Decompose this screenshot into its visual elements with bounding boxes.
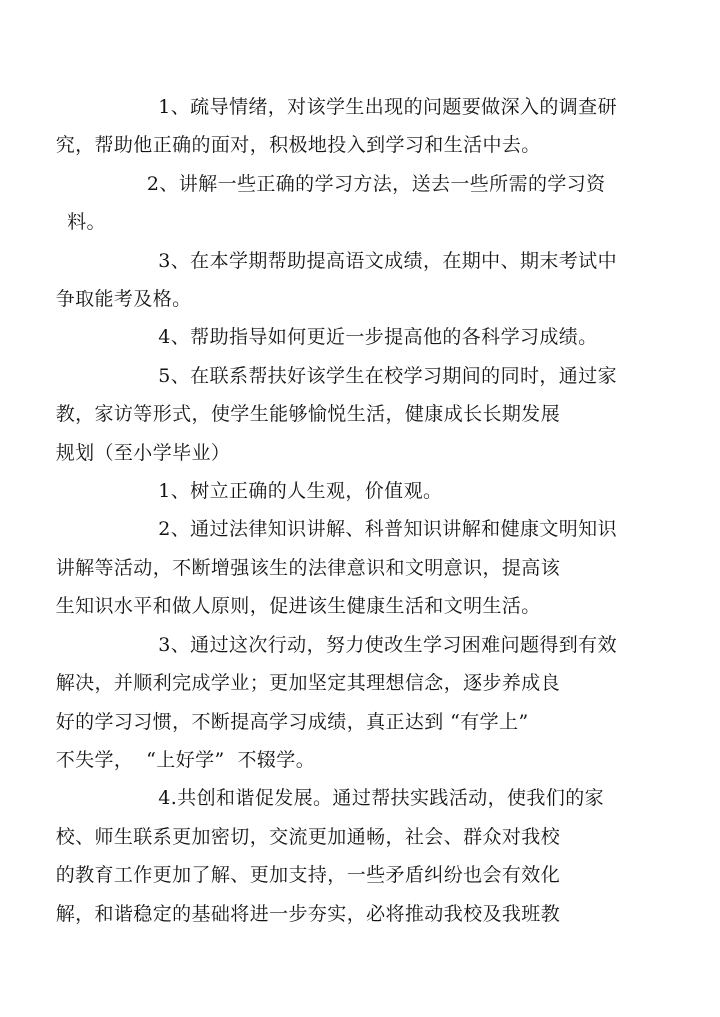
- paragraph-9-line-2: 校、师生联系更加密切，交流更加通畅，社会、群众对我校: [55, 825, 561, 848]
- paragraph-3-line-1: 3、在本学期帮助提高语文成绩，在期中、期末考试中: [158, 249, 617, 272]
- paragraph-9-line-4: 解，和谐稳定的基础将进一步夯实，必将推动我校及我班教: [55, 902, 561, 925]
- paragraph-5-line-3: 规划（至小学毕业）: [55, 441, 231, 464]
- paragraph-6: [107, 472, 617, 510]
- paragraph-8: [55, 626, 617, 780]
- document-body: [55, 88, 617, 933]
- paragraph-2-line-2: 料。: [67, 211, 106, 234]
- paragraph-9-line-3: 的教育工作更加了解、更加支持，一些矛盾纠纷也会有效化: [55, 864, 561, 887]
- paragraph-7-line-2: 讲解等活动，不断增强该生的法律意识和文明意识，提高该: [55, 556, 561, 579]
- paragraph-1: [55, 88, 617, 165]
- paragraph-7-line-3: 生知识水平和做人原则，促进该生健康生活和文明生活。: [55, 595, 541, 618]
- paragraph-3-line-2: 争取能考及格。: [55, 288, 192, 311]
- paragraph-7-line-1: 2、通过法律知识讲解、科普知识讲解和健康文明知识: [158, 518, 617, 541]
- paragraph-7: [55, 510, 617, 625]
- paragraph-1-line-1: 1、疏导情绪，对该学生出现的问题要做深入的调查研: [158, 96, 617, 118]
- paragraph-6-line-1: 1、树立正确的人生观，价值观。: [158, 480, 443, 503]
- paragraph-2-line-1: 2、讲解一些正确的学习方法，送去一些所需的学习资: [146, 172, 606, 195]
- paragraph-5-line-1: 5、在联系帮扶好该学生在校学习期间的同时，通过家: [158, 364, 617, 387]
- paragraph-4-line-1: 4、帮助指导如何更近一步提高他的各科学习成绩。: [158, 326, 598, 349]
- paragraph-8-line-3: 好的学习习惯，不断提高学习成绩，真正达到 “有学上”: [55, 710, 529, 733]
- paragraph-2: [67, 165, 617, 242]
- paragraph-8-line-2: 解决，并顺利完成学业；更加坚定其理想信念，逐步养成良: [55, 672, 561, 695]
- paragraph-8-line-1: 3、通过这次行动，努力使改生学习困难问题得到有效: [158, 633, 617, 656]
- paragraph-3: [55, 242, 617, 319]
- paragraph-9: [55, 779, 617, 933]
- paragraph-8-line-4: 不失学， “上好学” 不辍学。: [55, 748, 316, 771]
- paragraph-5: [55, 357, 617, 472]
- paragraph-5-line-2: 教，家访等形式，使学生能够愉悦生活，健康成长长期发展: [55, 403, 561, 426]
- paragraph-9-line-1: 4.共创和谐促发展。通过帮扶实践活动，使我们的家: [158, 787, 605, 810]
- paragraph-1-line-2: 究，帮助他正确的面对，积极地投入到学习和生活中去。: [55, 134, 541, 157]
- paragraph-4: [107, 318, 617, 356]
